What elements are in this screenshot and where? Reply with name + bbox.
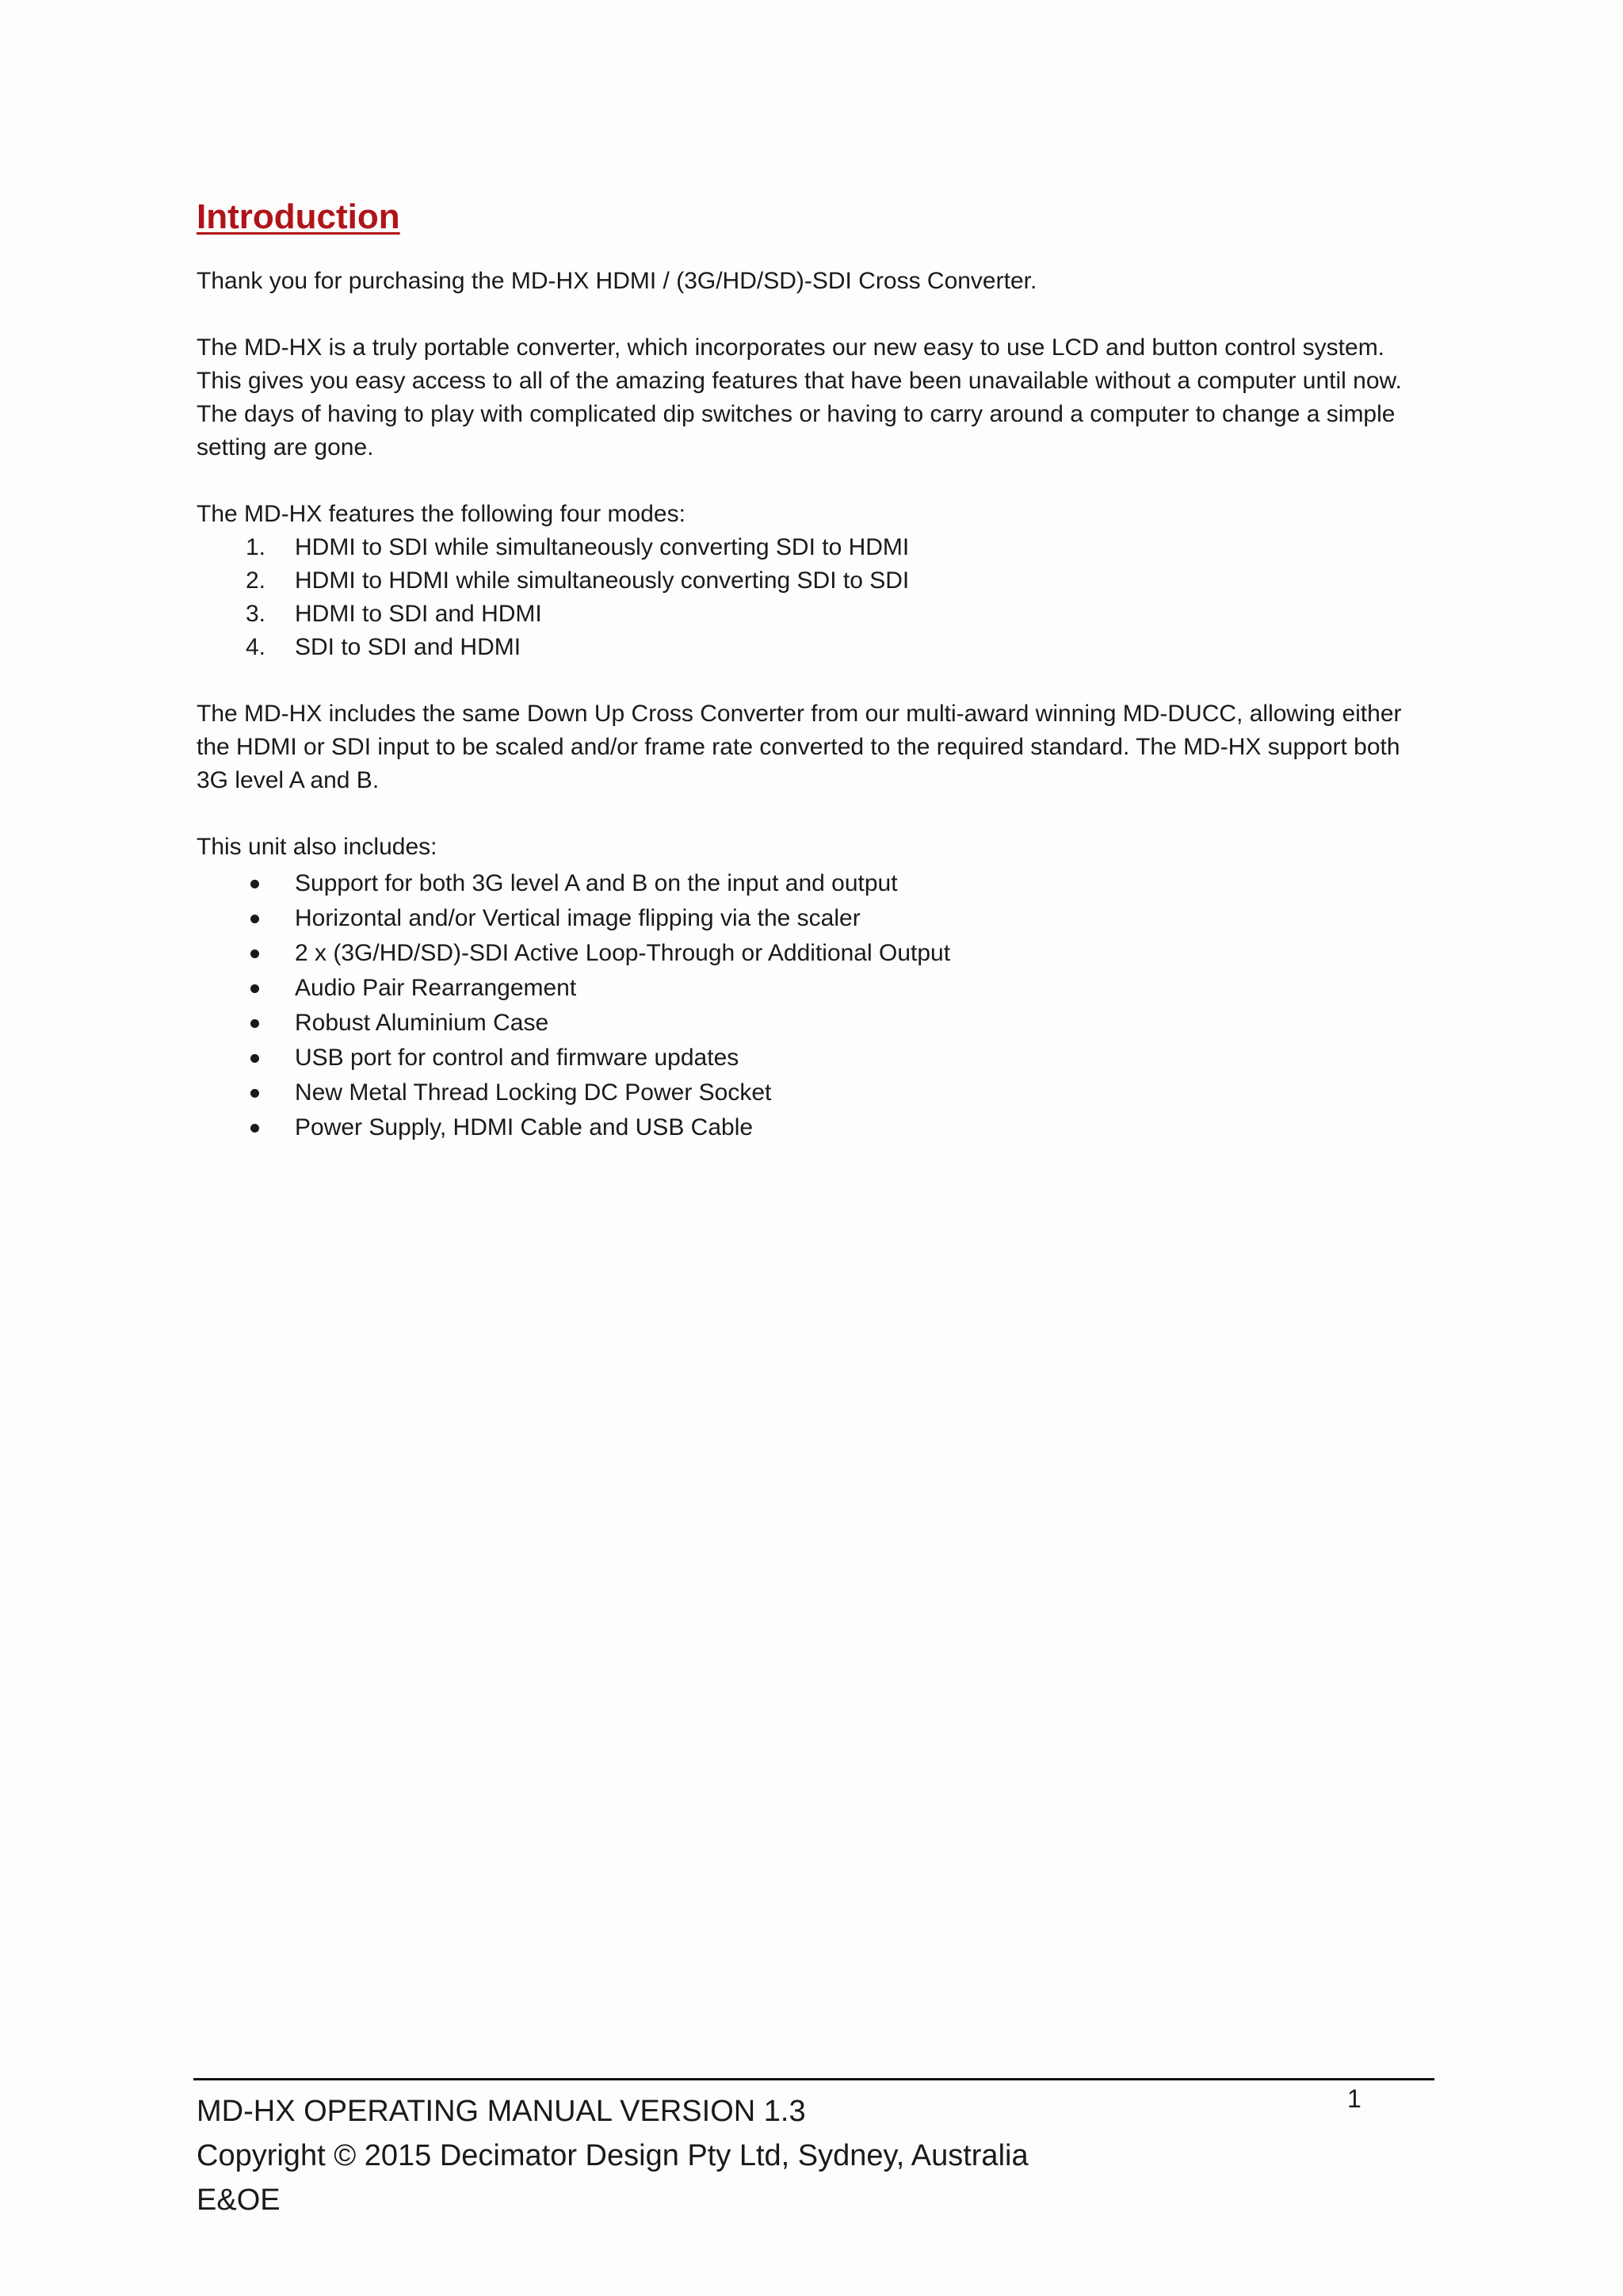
section-heading: Introduction bbox=[197, 197, 400, 236]
footer-copyright: Copyright © 2015 Decimator Design Pty Ltd, Sydney, Australia bbox=[197, 2139, 1029, 2172]
page-content bbox=[197, 193, 1433, 1146]
list-item bbox=[197, 867, 1433, 902]
paragraph-ducc: The MD-HX includes the same Down Up Cross Converter from our multi-award winning MD-DUCC, allowing either the HDMI or SDI input to be scaled and/or frame rate converted to the required standard. The MD-HX support both 3G level A and B. bbox=[197, 701, 1402, 793]
paragraph-portable: The MD-HX is a truly portable converter, which incorporates our new easy to use LCD and button control system. This gives you easy access to all of the amazing features that have been unavailable without a computer until now. The days of having to play with complicated dip switches or having to carry around a computer to change a simple setting are gone. bbox=[197, 334, 1402, 460]
bullet-icon bbox=[250, 1054, 259, 1063]
list-item bbox=[197, 631, 1433, 664]
bullet-icon bbox=[250, 984, 259, 993]
list-item-text: HDMI to HDMI while simultaneously converting SDI to SDI bbox=[295, 567, 910, 594]
bullet-icon bbox=[250, 1019, 259, 1028]
list-item bbox=[197, 531, 1433, 564]
footer-divider bbox=[193, 2078, 1434, 2080]
list-item bbox=[197, 972, 1433, 1007]
list-number: 3. bbox=[246, 601, 266, 627]
footer-eoe: E&OE bbox=[197, 2183, 281, 2217]
bullet-icon bbox=[250, 915, 259, 923]
list-number: 1. bbox=[246, 534, 266, 560]
features-list bbox=[197, 867, 1433, 1146]
list-item-text: Support for both 3G level A and B on the input and output bbox=[295, 870, 898, 896]
page-number: 1 bbox=[1347, 2084, 1361, 2113]
list-item-text: Horizontal and/or Vertical image flipping via the scaler bbox=[295, 905, 861, 931]
paragraph-includes-intro: This unit also includes: bbox=[197, 834, 437, 860]
footer-manual-title: MD-HX OPERATING MANUAL VERSION 1.3 bbox=[197, 2095, 806, 2128]
bullet-icon bbox=[250, 1089, 259, 1098]
list-item-text: SDI to SDI and HDMI bbox=[295, 634, 521, 660]
bullet-icon bbox=[250, 1124, 259, 1133]
list-item bbox=[197, 1041, 1433, 1076]
paragraph-modes-intro: The MD-HX features the following four modes: bbox=[197, 501, 685, 527]
list-item bbox=[197, 564, 1433, 598]
page-footer bbox=[197, 2089, 1227, 2222]
list-item bbox=[197, 1076, 1433, 1111]
list-item-text: USB port for control and firmware updates bbox=[295, 1045, 739, 1071]
list-item-text: HDMI to SDI and HDMI bbox=[295, 601, 542, 627]
list-item-text: Robust Aluminium Case bbox=[295, 1010, 549, 1036]
list-item-text: 2 x (3G/HD/SD)-SDI Active Loop-Through or Additional Output bbox=[295, 940, 951, 966]
list-item-text: Power Supply, HDMI Cable and USB Cable bbox=[295, 1114, 754, 1140]
list-item-text: Audio Pair Rearrangement bbox=[295, 975, 577, 1001]
list-number: 4. bbox=[246, 634, 266, 660]
paragraph-thanks: Thank you for purchasing the MD-HX HDMI / (3G/HD/SD)-SDI Cross Converter. bbox=[197, 268, 1037, 294]
list-item bbox=[197, 937, 1433, 972]
list-item bbox=[197, 598, 1433, 631]
bullet-icon bbox=[250, 880, 259, 888]
list-item bbox=[197, 1007, 1433, 1041]
list-item bbox=[197, 1111, 1433, 1146]
list-item-text: HDMI to SDI while simultaneously converting SDI to HDMI bbox=[295, 534, 910, 560]
bullet-icon bbox=[250, 949, 259, 958]
modes-list bbox=[197, 531, 1433, 664]
list-number: 2. bbox=[246, 567, 266, 594]
list-item-text: New Metal Thread Locking DC Power Socket bbox=[295, 1079, 772, 1106]
list-item bbox=[197, 902, 1433, 937]
